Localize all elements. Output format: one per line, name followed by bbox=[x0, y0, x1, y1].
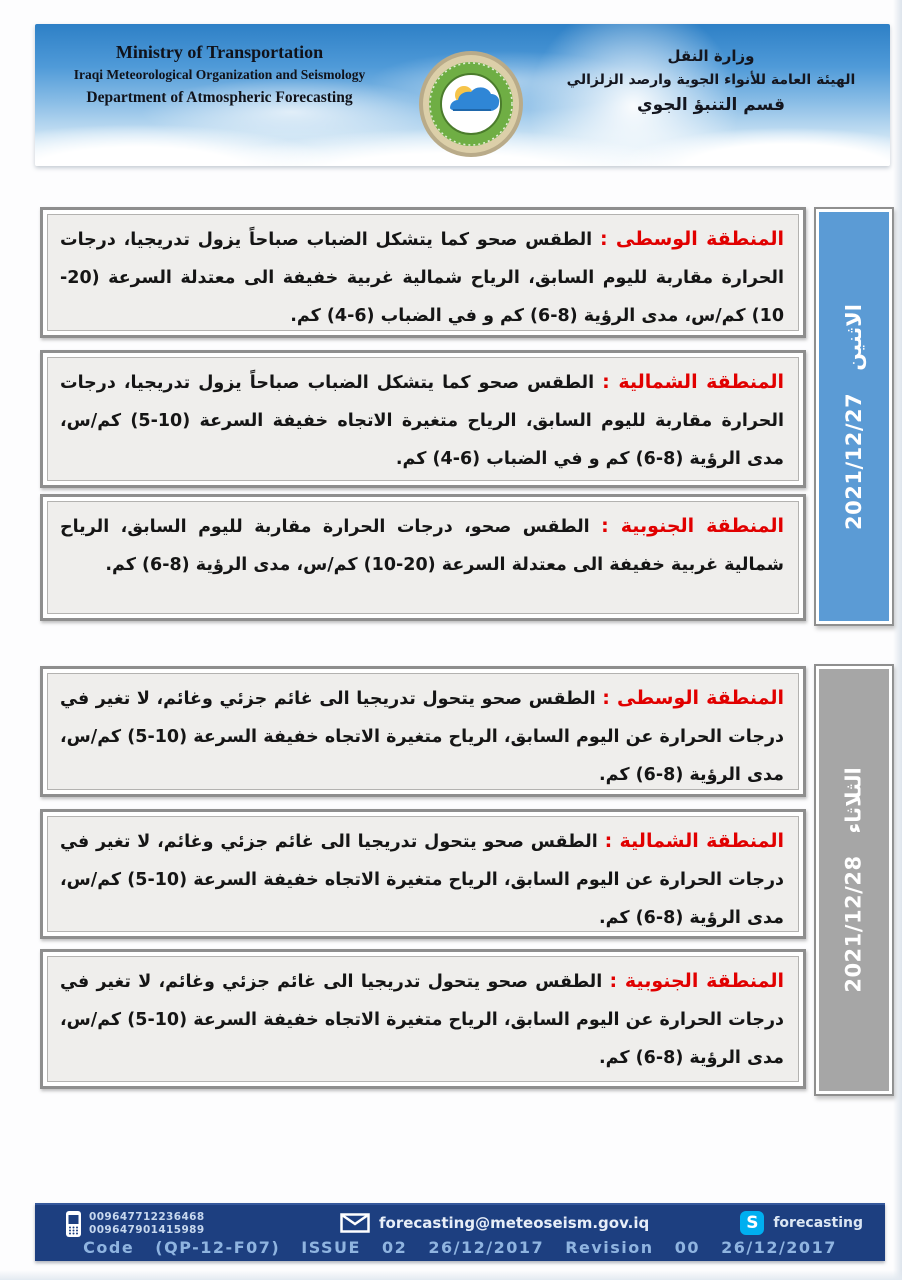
date-tab-tuesday bbox=[814, 664, 894, 1096]
region-title: المنطقة الشمالية : bbox=[604, 830, 784, 852]
phone-contact bbox=[65, 1210, 205, 1238]
region-title: المنطقة الوسطى : bbox=[602, 687, 784, 709]
ministry-title-en: Ministry of Transportation bbox=[115, 42, 324, 62]
document-code-line: Code (QP-12-F07) ISSUE 02 26/12/2017 Revision 00 26/12/2017 bbox=[83, 1238, 837, 1257]
forecast-box-monday-central bbox=[40, 207, 806, 338]
skype-username: forecasting bbox=[773, 1215, 863, 1231]
email-address: forecasting@meteoseism.gov.iq bbox=[379, 1214, 650, 1232]
forecast-box-content bbox=[47, 816, 799, 932]
date-tab-label bbox=[842, 304, 866, 530]
photo-right-edge bbox=[893, 0, 902, 1280]
forecast-text bbox=[60, 822, 784, 937]
region-body: الطقس صحو يتحول تدريجيا الى غائم جزئي وغائم، لا تغير في درجات الحرارة عن اليوم السابق، الرياح متغيرة الاتجاه خفيفة السرعة (10-5) كم/س، مدى الرؤية (8-6) كم. bbox=[60, 832, 784, 928]
forecast-box-monday-northern bbox=[40, 350, 806, 488]
header-arabic-block bbox=[546, 44, 876, 118]
forecast-box-content bbox=[47, 357, 799, 481]
region-body: الطقس صحو كما يتشكل الضباب صباحاً يزول تدريجيا، درجات الحرارة مقاربة لليوم السابق، الرياح متغيرة الاتجاه خفيفة السرعة (10-5) كم/س، مدى الرؤية (8-6) كم و في الضباب (6-4) كم. bbox=[60, 373, 784, 469]
day-date: 2021/12/27 bbox=[842, 392, 866, 530]
region-title: المنطقة الشمالية : bbox=[602, 371, 784, 393]
forecast-text bbox=[60, 220, 784, 335]
organization-title-en: Iraqi Meteorological Organization and Seismology bbox=[73, 67, 366, 82]
day-date: 2021/12/28 bbox=[842, 855, 866, 993]
date-tab-label bbox=[842, 767, 866, 992]
document-header bbox=[35, 24, 890, 166]
phone-numbers bbox=[89, 1211, 205, 1237]
skype-contact bbox=[740, 1211, 863, 1235]
forecast-box-content bbox=[47, 214, 799, 331]
forecast-box-tuesday-northern bbox=[40, 809, 806, 939]
phone-number-1: 009647712236468 bbox=[89, 1211, 205, 1223]
forecast-box-content bbox=[47, 673, 799, 790]
department-title-ar: قسم التنبؤ الجوي bbox=[637, 95, 785, 115]
forecast-box-monday-southern bbox=[40, 494, 806, 621]
document-footer bbox=[35, 1203, 885, 1261]
organization-logo-icon bbox=[417, 50, 525, 158]
date-tab-monday bbox=[814, 207, 894, 626]
phone-number-2: 009647901415989 bbox=[89, 1224, 205, 1236]
forecast-text bbox=[60, 363, 784, 478]
region-body: الطقس صحو، درجات الحرارة مقاربة لليوم السابق، الرياح شمالية غربية خفيفة الى معتدلة السرعة (20-10) كم/س، مدى الرؤية (8-6) كم. bbox=[60, 517, 784, 575]
date-tab-fill bbox=[819, 669, 889, 1091]
region-title: المنطقة الوسطى : bbox=[599, 228, 784, 250]
forecast-box-content bbox=[47, 501, 799, 614]
email-contact bbox=[340, 1213, 649, 1233]
envelope-icon bbox=[340, 1213, 370, 1233]
header-english-block bbox=[47, 40, 392, 109]
forecast-text bbox=[60, 962, 784, 1077]
forecast-box-tuesday-southern bbox=[40, 949, 806, 1089]
day-name: الاثنين bbox=[842, 303, 866, 371]
day-name: الثلاثاء bbox=[842, 767, 866, 834]
region-title: المنطقة الجنوبية : bbox=[601, 515, 784, 537]
mobile-phone-icon bbox=[65, 1210, 82, 1238]
region-body: الطقس صحو يتحول تدريجيا الى غائم جزئي وغائم، لا تغير في درجات الحرارة عن اليوم السابق، الرياح متغيرة الاتجاه خفيفة السرعة (10-5) كم/س، مدى الرؤية (8-6) كم. bbox=[60, 689, 784, 785]
region-title: المنطقة الجنوبية : bbox=[609, 970, 784, 992]
forecast-box-tuesday-central bbox=[40, 666, 806, 797]
forecast-text bbox=[60, 679, 784, 794]
organization-title-ar: الهيئة العامة للأنواء الجوية وارصد الزلزالي bbox=[566, 72, 856, 88]
forecast-box-content bbox=[47, 956, 799, 1082]
department-title-en: Department of Atmospheric Forecasting bbox=[86, 89, 353, 106]
forecast-text bbox=[60, 507, 784, 584]
photo-bottom-edge bbox=[0, 1270, 902, 1280]
skype-icon: S bbox=[740, 1211, 764, 1235]
region-body: الطقس صحو يتحول تدريجيا الى غائم جزئي وغائم، لا تغير في درجات الحرارة عن اليوم السابق، الرياح متغيرة الاتجاه خفيفة السرعة (10-5) كم/س، مدى الرؤية (8-6) كم. bbox=[60, 972, 784, 1068]
region-body: الطقس صحو كما يتشكل الضباب صباحاً يزول تدريجيا، درجات الحرارة مقاربة لليوم السابق، الرياح شمالية غربية خفيفة الى معتدلة السرعة (20-10) كم/س، مدى الرؤية (8-6) كم و في الضباب (6-4) كم. bbox=[60, 230, 784, 326]
ministry-title-ar: وزارة النقل bbox=[667, 47, 755, 65]
date-tab-fill bbox=[819, 212, 889, 621]
